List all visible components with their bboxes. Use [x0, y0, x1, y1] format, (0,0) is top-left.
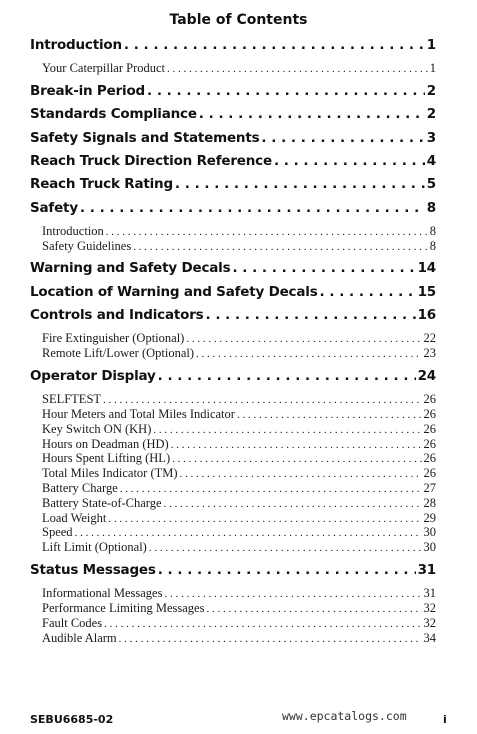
toc-entry-label: Status Messages	[30, 562, 156, 579]
toc-entry-page: 8	[429, 223, 436, 238]
toc-entry-label: Key Switch ON (KH)	[42, 421, 152, 436]
dot-leader	[196, 347, 421, 361]
toc-entry-label: Fault Codes	[42, 615, 103, 630]
toc-entry-page: 1	[426, 37, 436, 53]
dot-leader	[274, 150, 425, 173]
dot-leader	[171, 438, 422, 452]
toc-entry-page: 26	[423, 392, 436, 407]
toc-entry-label: Break-in Period	[30, 83, 146, 100]
watermark-url: www.epcatalogs.com	[282, 709, 407, 723]
toc-entry-label: Safety Signals and Statements	[30, 129, 260, 146]
dot-leader	[103, 393, 421, 407]
toc-entry-page: 4	[426, 152, 436, 169]
toc-entry-page: 27	[423, 481, 436, 496]
table-of-contents	[30, 34, 436, 646]
toc-entry-label: Hours on Deadman (HD)	[42, 436, 169, 451]
toc-entry-label: Reach Truck Rating	[30, 176, 173, 193]
toc-entry-page: 30	[423, 540, 436, 555]
toc-entry-label: Speed	[42, 525, 73, 540]
dot-leader	[149, 541, 422, 555]
toc-entry-label: Controls and Indicators	[30, 307, 204, 324]
dot-leader	[80, 197, 425, 220]
toc-subsection-entry[interactable]	[30, 407, 436, 422]
toc-subsection-entry[interactable]	[30, 540, 436, 555]
toc-entry-label: Informational Messages	[42, 586, 163, 601]
dot-leader	[261, 127, 424, 150]
dot-leader	[180, 467, 422, 481]
toc-entry-label: Warning and Safety Decals	[30, 260, 231, 277]
dot-leader	[205, 304, 415, 327]
toc-entry-label: Introduction	[30, 37, 122, 53]
dot-leader	[164, 497, 422, 511]
toc-subsection-entry[interactable]	[30, 346, 436, 361]
toc-entry-page: 26	[423, 466, 436, 481]
toc-entry-page: 24	[417, 367, 436, 384]
toc-section-entry[interactable]	[30, 197, 436, 220]
dot-leader	[75, 526, 422, 540]
toc-entry-label: Reach Truck Direction Reference	[30, 152, 272, 169]
toc-section-entry[interactable]	[30, 304, 436, 327]
toc-entry-label: Introduction	[42, 223, 104, 238]
dot-leader	[167, 62, 428, 76]
toc-entry-page: 34	[423, 630, 436, 645]
toc-entry-label: Battery Charge	[42, 481, 118, 496]
toc-section-entry[interactable]	[30, 257, 436, 280]
toc-section-entry[interactable]	[30, 80, 436, 103]
toc-entry-label: Standards Compliance	[30, 106, 197, 123]
toc-entry-label: SELFTEST	[42, 392, 102, 407]
toc-section-entry[interactable]	[30, 127, 436, 150]
page-number: i	[443, 713, 447, 726]
toc-entry-page: 23	[423, 346, 436, 361]
dot-leader	[124, 34, 425, 57]
toc-subsection-entry[interactable]	[30, 511, 436, 526]
toc-section-entry[interactable]	[30, 173, 436, 196]
toc-entry-page: 1	[429, 61, 436, 76]
toc-subsection-entry[interactable]	[30, 481, 436, 496]
toc-section-entry[interactable]	[30, 281, 436, 304]
toc-subsection-entry[interactable]	[30, 451, 436, 466]
page-title: Table of Contents	[169, 12, 308, 28]
toc-subsection-entry[interactable]	[30, 422, 436, 437]
toc-entry-label: Location of Warning and Safety Decals	[30, 283, 318, 300]
toc-entry-page: 8	[429, 238, 436, 253]
toc-subsection-entry[interactable]	[30, 496, 436, 511]
dot-leader	[104, 617, 421, 631]
dot-leader	[232, 257, 415, 280]
dot-leader	[164, 587, 421, 601]
dot-leader	[108, 512, 421, 526]
toc-subsection-entry[interactable]	[30, 586, 436, 601]
toc-section-entry[interactable]	[30, 559, 436, 582]
toc-section-entry[interactable]	[30, 34, 436, 57]
toc-subsection-entry[interactable]	[30, 392, 436, 407]
toc-entry-page: 28	[423, 495, 436, 510]
toc-entry-label: Remote Lift/Lower (Optional)	[42, 346, 195, 361]
toc-entry-label: Safety	[30, 199, 78, 216]
dot-leader	[158, 365, 416, 388]
toc-subsection-entry[interactable]	[30, 437, 436, 452]
toc-entry-page: 26	[423, 407, 436, 422]
toc-entry-label: Operator Display	[30, 367, 156, 384]
toc-entry-page: 29	[423, 510, 436, 525]
dot-leader	[153, 423, 421, 437]
toc-subsection-entry[interactable]	[30, 525, 436, 540]
toc-entry-label: Performance Limiting Messages	[42, 601, 205, 616]
toc-entry-page: 22	[423, 331, 436, 346]
toc-entry-page: 16	[417, 307, 436, 324]
toc-entry-label: Hour Meters and Total Miles Indicator	[42, 407, 235, 422]
toc-subsection-entry[interactable]	[30, 466, 436, 481]
toc-entry-page: 2	[426, 83, 436, 100]
toc-entry-page: 8	[426, 199, 436, 216]
dot-leader	[120, 482, 422, 496]
toc-subsection-entry[interactable]	[30, 601, 436, 616]
toc-entry-page: 2	[426, 106, 436, 123]
toc-section-entry[interactable]	[30, 365, 436, 388]
toc-entry-label: Fire Extinguisher (Optional)	[42, 331, 185, 346]
toc-entry-page: 3	[426, 129, 436, 146]
toc-subsection-entry[interactable]	[30, 331, 436, 346]
toc-entry-label: Battery State-of-Charge	[42, 495, 162, 510]
toc-subsection-entry[interactable]	[30, 616, 436, 631]
toc-entry-page: 26	[423, 451, 436, 466]
toc-entry-page: 15	[417, 283, 436, 300]
dot-leader	[237, 408, 422, 422]
toc-entry-page: 31	[417, 562, 436, 579]
toc-entry-page: 31	[423, 586, 436, 601]
toc-entry-page: 32	[423, 615, 436, 630]
dot-leader	[320, 281, 416, 304]
toc-entry-label: Lift Limit (Optional)	[42, 540, 147, 555]
dot-leader	[172, 452, 421, 466]
dot-leader	[175, 173, 425, 196]
document-id: SEBU6685-02	[30, 713, 114, 726]
toc-section-entry[interactable]	[30, 150, 436, 173]
toc-entry-page: 26	[423, 436, 436, 451]
toc-entry-label: Hours Spent Lifting (HL)	[42, 451, 171, 466]
toc-subsection-entry[interactable]	[30, 239, 436, 254]
dot-leader	[158, 559, 416, 582]
toc-entry-page: 5	[426, 176, 436, 193]
toc-entry-page: 26	[423, 421, 436, 436]
toc-entry-label: Load Weight	[42, 510, 107, 525]
toc-entry-label: Safety Guidelines	[42, 238, 132, 253]
dot-leader	[106, 225, 428, 239]
toc-entry-label: Total Miles Indicator (TM)	[42, 466, 178, 481]
dot-leader	[133, 240, 428, 254]
dot-leader	[199, 103, 425, 126]
toc-entry-label: Your Caterpillar Product	[42, 61, 166, 76]
toc-entry-page: 30	[423, 525, 436, 540]
dot-leader	[147, 80, 425, 103]
dot-leader	[186, 332, 421, 346]
toc-entry-page: 14	[417, 260, 436, 277]
toc-section-entry[interactable]	[30, 103, 436, 126]
toc-entry-page: 32	[423, 601, 436, 616]
toc-entry-label: Audible Alarm	[42, 630, 117, 645]
toc-subsection-entry[interactable]	[30, 631, 436, 646]
dot-leader	[206, 602, 421, 616]
toc-subsection-entry[interactable]	[30, 61, 436, 76]
toc-subsection-entry[interactable]	[30, 224, 436, 239]
dot-leader	[119, 632, 422, 646]
